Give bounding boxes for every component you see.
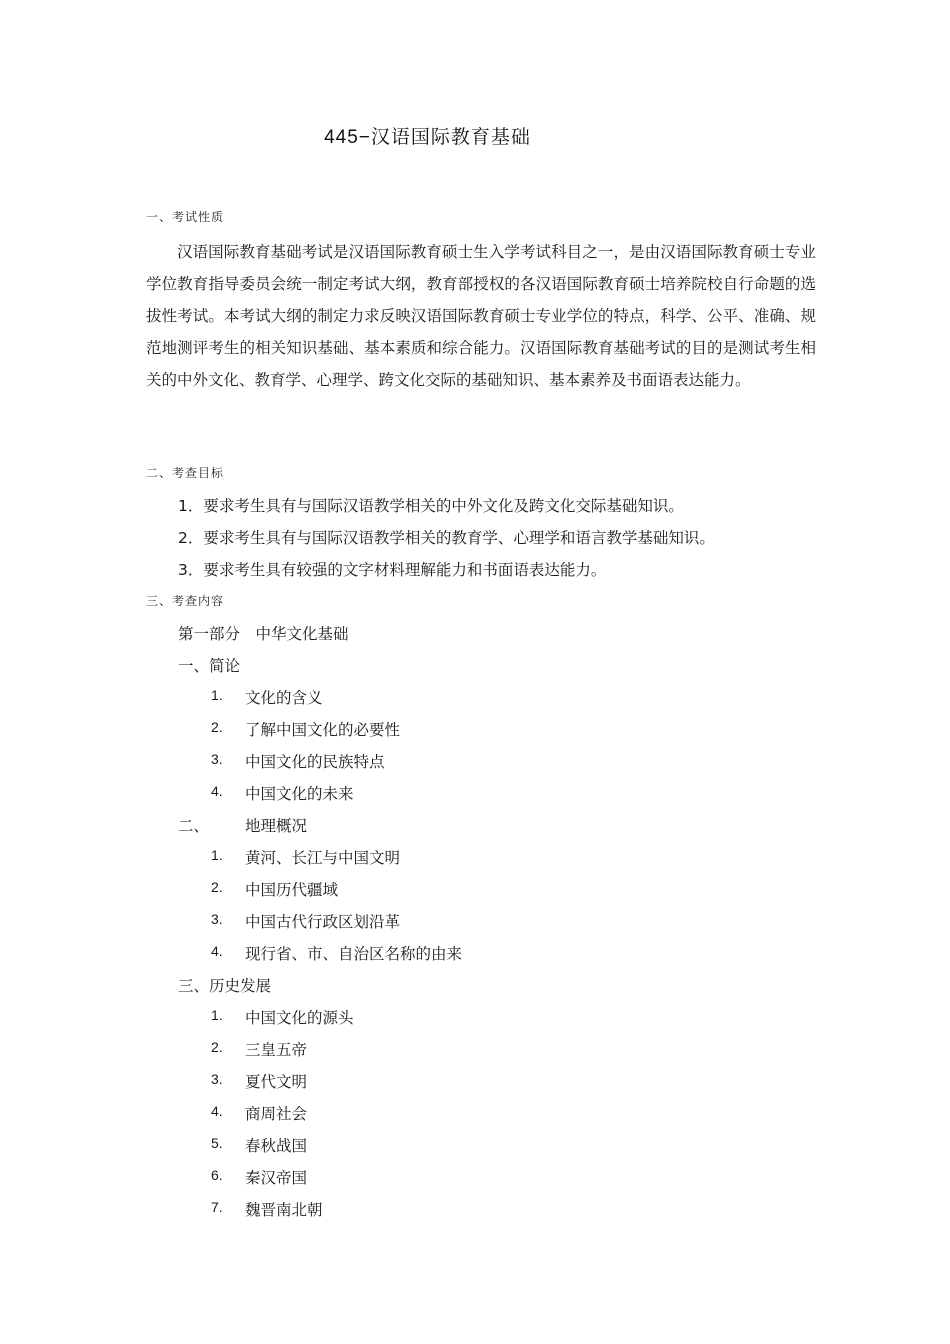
outline-item-number: 2. bbox=[211, 1039, 223, 1055]
outline-item: 夏代文明 bbox=[245, 1073, 308, 1091]
outline-item-number: 4. bbox=[211, 1103, 223, 1119]
outline-item: 中国文化的源头 bbox=[245, 1009, 354, 1027]
outline-item-number: 3. bbox=[211, 911, 223, 927]
outline-part-title: 第一部分 中华文化基础 bbox=[178, 625, 349, 643]
section-heading-goals: 二、考查目标 bbox=[146, 466, 225, 480]
outline-item: 现行省、市、自治区名称的由来 bbox=[245, 945, 463, 963]
outline-item: 魏晋南北朝 bbox=[245, 1201, 323, 1219]
outline-item: 黄河、长江与中国文明 bbox=[245, 849, 401, 867]
outline-item: 春秋战国 bbox=[245, 1137, 308, 1155]
outline-item: 中国文化的民族特点 bbox=[245, 753, 385, 771]
outline-item-number: 1. bbox=[211, 687, 223, 703]
requirement-item: 1．要求考生具有与国际汉语教学相关的中外文化及跨文化交际基础知识。 bbox=[178, 497, 684, 515]
outline-item-number: 2. bbox=[211, 879, 223, 895]
section-paragraph-nature: 汉语国际教育基础考试是汉语国际教育硕士生入学考试科目之一，是由汉语国际教育硕士专业学位教育指导委员会统一制定考试大纲，教育部授权的各汉语国际教育硕士培养院校自行命题的选拔性考试。本考试大纲的制定力求反映汉语国际教育硕士专业学位的特点，科学、公平、准确、规范地测评考生的相关知识基础、基本素质和综合能力。汉语国际教育基础考试的目的是测试考生相关的中外文化、教育学、心理学、跨文化交际的基础知识、基本素养及书面语表达能力。 bbox=[146, 243, 816, 389]
requirement-item: 3．要求考生具有较强的文字材料理解能力和书面语表达能力。 bbox=[178, 561, 607, 579]
outline-item-number: 4. bbox=[211, 783, 223, 799]
outline-item-number: 6. bbox=[211, 1167, 223, 1183]
requirement-item: 2．要求考生具有与国际汉语教学相关的教育学、心理学和语言教学基础知识。 bbox=[178, 529, 715, 547]
outline-item-number: 3. bbox=[211, 751, 223, 767]
section-heading-nature: 一、考试性质 bbox=[146, 210, 225, 224]
outline-item-number: 3. bbox=[211, 1071, 223, 1087]
document-title: 445−汉语国际教育基础 bbox=[324, 127, 531, 148]
outline-item-number: 1. bbox=[211, 1007, 223, 1023]
outline-item: 了解中国文化的必要性 bbox=[245, 721, 401, 739]
outline-item: 秦汉帝国 bbox=[245, 1169, 308, 1187]
outline-item: 三皇五帝 bbox=[245, 1041, 308, 1059]
outline-item-number: 2. bbox=[211, 719, 223, 735]
outline-item: 中国历代疆域 bbox=[245, 881, 339, 899]
outline-item: 商周社会 bbox=[245, 1105, 308, 1123]
outline-item: 文化的含义 bbox=[245, 689, 323, 707]
outline-item-number: 1. bbox=[211, 847, 223, 863]
outline-chapter-title: 三、历史发展 bbox=[178, 977, 272, 995]
outline-item: 中国古代行政区划沿革 bbox=[245, 913, 401, 931]
section-heading-content: 三、考查内容 bbox=[146, 594, 225, 608]
outline-chapter-title: 地理概况 bbox=[245, 817, 308, 835]
outline-chapter-number: 二、 bbox=[178, 817, 210, 835]
outline-chapter-title: 一、简论 bbox=[178, 657, 241, 675]
outline-item-number: 7. bbox=[211, 1199, 223, 1215]
outline-item-number: 5. bbox=[211, 1135, 223, 1151]
outline-item-number: 4. bbox=[211, 943, 223, 959]
outline-item: 中国文化的未来 bbox=[245, 785, 354, 803]
